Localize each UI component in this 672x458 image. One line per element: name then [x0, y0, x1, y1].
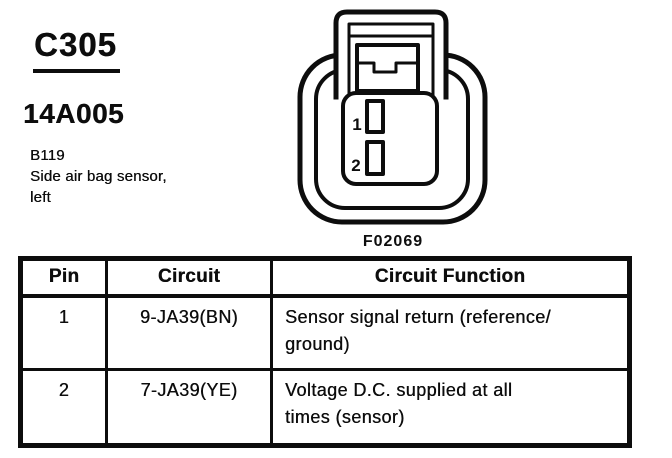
circuit-function-line: Sensor signal return (reference/ [285, 306, 551, 327]
component-desc-line: left [30, 189, 51, 206]
column-header-pin: Pin [21, 259, 107, 296]
column-header-circuit: Circuit [107, 259, 272, 296]
circuit-function-line: ground) [285, 333, 350, 354]
component-code: B119 [30, 147, 65, 164]
connector-id-underline [33, 69, 120, 73]
connector-drawing-svg [295, 5, 495, 255]
connector-face-figure [295, 5, 495, 260]
table-row [21, 370, 630, 446]
circuit-cell: 7-JA39(YE) [107, 370, 272, 446]
component-desc-line: Side air bag sensor, [30, 168, 167, 185]
pin-2-slot [367, 142, 383, 174]
pin-2-label: 2 [351, 156, 361, 175]
table-header-row [21, 259, 630, 296]
circuit-function-cell [272, 370, 630, 446]
circuit-cell: 9-JA39(BN) [107, 296, 272, 370]
component-description [30, 145, 167, 208]
circuit-function-cell [272, 296, 630, 370]
part-number: 14A005 [23, 98, 125, 129]
pinout-table [18, 256, 632, 448]
pin-1-label: 1 [352, 115, 362, 134]
pin-cell: 1 [21, 296, 107, 370]
circuit-function-line: times (sensor) [285, 407, 405, 427]
table-row [21, 296, 630, 370]
circuit-function-line: Voltage D.C. supplied at all [285, 380, 513, 400]
column-header-circuit-function: Circuit Function [272, 259, 630, 296]
connector-id: C305 [34, 26, 117, 63]
pin-1-slot [367, 101, 383, 132]
figure-code-label: F02069 [362, 233, 424, 250]
pin-cell: 2 [21, 370, 107, 446]
